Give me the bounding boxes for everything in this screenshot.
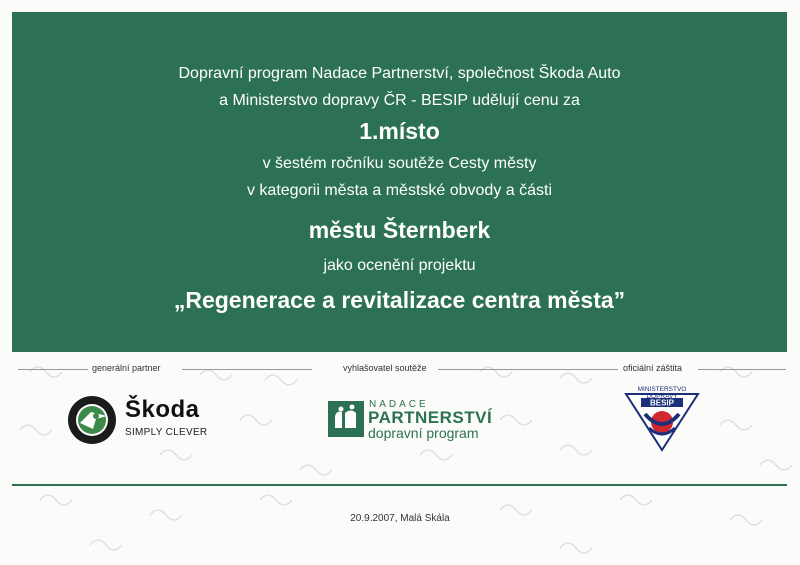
award-recipient: městu Šternberk bbox=[308, 217, 491, 243]
ministry-label: MINISTERSTVO DOPRAVY bbox=[637, 386, 687, 400]
divider-rule bbox=[18, 369, 88, 370]
award-reason: jako ocenění projektu bbox=[323, 257, 476, 274]
divider-rule bbox=[698, 369, 786, 370]
nadace-partnerstvi-logo-icon bbox=[328, 401, 364, 437]
nadace-label: NADACE bbox=[369, 399, 429, 410]
dopravni-program-label: dopravní program bbox=[368, 425, 479, 441]
besip-brand-text: BESIP bbox=[649, 398, 675, 408]
partnerstvi-label: PARTNERSTVÍ bbox=[368, 408, 493, 427]
competition-edition: v šestém ročníku soutěže Cesty městy bbox=[262, 155, 537, 172]
awarding-organizations-continued: a Ministerstvo dopravy ČR - BESIP udělují cenu za bbox=[219, 92, 580, 109]
skoda-wordmark: Škoda bbox=[125, 396, 200, 423]
date-and-place: 20.9.2007, Malá Skála bbox=[350, 513, 450, 524]
skoda-slogan: SIMPLY CLEVER bbox=[125, 427, 208, 438]
award-place: 1.místo bbox=[359, 118, 440, 144]
competition-category: v kategorii města a městské obvody a části bbox=[246, 182, 553, 199]
patron-caption: oficiální záštita bbox=[620, 363, 685, 373]
footer-rule bbox=[12, 484, 787, 486]
announcer-caption: vyhlašovatel soutěže bbox=[340, 363, 430, 373]
general-partner-caption: generální partner bbox=[89, 363, 164, 373]
divider-rule bbox=[182, 369, 312, 370]
divider-rule bbox=[438, 369, 618, 370]
award-banner bbox=[12, 12, 787, 352]
awarding-organizations: Dopravní program Nadace Partnerství, společnost Škoda Auto bbox=[178, 65, 621, 82]
skoda-emblem-icon bbox=[67, 395, 117, 445]
project-title: „Regenerace a revitalizace centra města” bbox=[173, 287, 626, 313]
